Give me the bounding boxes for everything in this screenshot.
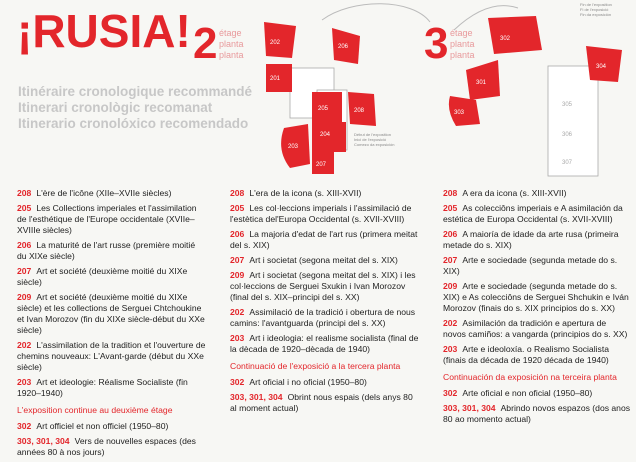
room-label: 205 bbox=[318, 106, 329, 112]
column-fr bbox=[17, 188, 207, 462]
room-number: 209 bbox=[230, 270, 245, 280]
room-label: 307 bbox=[562, 160, 573, 166]
floor-word: planta bbox=[219, 39, 244, 49]
item-text: Art oficial i no oficial (1950–80) bbox=[249, 377, 367, 387]
room-number: 202 bbox=[443, 318, 458, 328]
list-item bbox=[443, 318, 631, 340]
item-text: L'assimilation de la tradition et l'ouverture de chemins nouveaux: L'Avant-garde (début du XXe siècle) bbox=[17, 340, 206, 372]
room-number: 208 bbox=[230, 188, 245, 198]
list-item bbox=[443, 403, 631, 425]
room-label: 301 bbox=[476, 80, 487, 86]
list-item bbox=[230, 377, 420, 388]
item-text: Arte e sociedade (segunda metade do s. XIX) bbox=[443, 255, 618, 276]
list-item bbox=[230, 333, 420, 355]
item-text: Art i societat (segona meitat del s. XIX) bbox=[249, 255, 398, 265]
list-item bbox=[17, 266, 207, 288]
floor-2-number: 2 bbox=[193, 19, 218, 68]
room-number: 209 bbox=[17, 292, 32, 302]
subtitles bbox=[18, 84, 252, 132]
list-item bbox=[17, 436, 207, 458]
item-text: Arte e ideoloxía. o Realismo Socialista (finais da década de 1920 década de 1940) bbox=[443, 344, 609, 365]
room-label: 304 bbox=[596, 64, 607, 70]
room-number: 207 bbox=[230, 255, 245, 265]
room-label: 303 bbox=[454, 110, 465, 116]
legend-line: Fin de l'exposition bbox=[580, 2, 612, 7]
list-item bbox=[230, 188, 420, 199]
item-text: Asimilación da tradición e apertura de novos camiños: a vangarda (principios do s. XX) bbox=[443, 318, 628, 339]
floor-word: planta bbox=[219, 50, 244, 60]
item-text: Art i societat (segona meitat del s. XIX) i les col·leccions de Serguei Sxukin i Ivan Morozov (final del s. XIX–principi del s. XX) bbox=[230, 270, 416, 302]
floor-3-map bbox=[448, 0, 634, 182]
list-item bbox=[17, 188, 207, 199]
item-text: Art officiel et non officiel (1950–80) bbox=[36, 421, 169, 431]
list-item bbox=[443, 388, 631, 399]
item-text: A maioría de idade da arte rusa (primeira metade do s. XIX) bbox=[443, 229, 619, 250]
list-item bbox=[230, 203, 420, 225]
floor-2-map bbox=[262, 0, 432, 182]
room-number: 302 bbox=[443, 388, 458, 398]
room-label: 202 bbox=[270, 40, 281, 46]
item-text: Art et ideologie: Réalisme Socialiste (fin 1920–1940) bbox=[17, 377, 188, 398]
item-text: Art i ideologia: el realisme socialista (final de la dècada de 1920–dècada de 1940) bbox=[230, 333, 419, 354]
room-number: 205 bbox=[443, 203, 458, 213]
room-number: 302 bbox=[230, 377, 245, 387]
list-item bbox=[17, 292, 207, 336]
room-number: 209 bbox=[443, 281, 458, 291]
room-number: 206 bbox=[443, 229, 458, 239]
item-text: Les col·leccions imperials i l'assimilació de l'estètica del'Europa Occidental (s. XVII-XVIII) bbox=[230, 203, 412, 224]
list-item bbox=[443, 255, 631, 277]
room-number: 303, 301, 304 bbox=[443, 403, 496, 413]
item-text: Assimilació de la tradició i obertura de nous camins: l'avantguarda (principi del s. XX) bbox=[230, 307, 416, 328]
item-text: As colecciôns imperiais e A asimilación da estética de Europa Occidental (s. XVII-XVIII) bbox=[443, 203, 623, 224]
room-number: 202 bbox=[17, 340, 32, 350]
list-item bbox=[230, 392, 420, 414]
legend-line: Comezo da exposición bbox=[354, 142, 395, 147]
room-number: 207 bbox=[443, 255, 458, 265]
item-text: Art et société (deuxième moitié du XIXe siècle) bbox=[17, 266, 188, 287]
list-item bbox=[17, 340, 207, 373]
room-label: 306 bbox=[562, 132, 573, 138]
legend-line: Fi de l'exposició bbox=[580, 7, 609, 12]
list-item bbox=[443, 229, 631, 251]
item-text: A era da icona (s. XIII-XVII) bbox=[462, 188, 567, 198]
list-item bbox=[17, 377, 207, 399]
room-number: 208 bbox=[443, 188, 458, 198]
column-gl bbox=[443, 188, 631, 429]
floor-word: étage bbox=[450, 28, 473, 38]
floor-word: planta bbox=[450, 50, 475, 60]
room-label: 201 bbox=[270, 76, 281, 82]
room-label: 204 bbox=[320, 132, 331, 138]
section-heading: Continuación da exposición na terceira planta bbox=[443, 372, 617, 382]
list-item bbox=[17, 421, 207, 432]
room-shape bbox=[488, 16, 542, 54]
room-number: 205 bbox=[17, 203, 32, 213]
floor-3-number: 3 bbox=[424, 19, 449, 68]
list-item bbox=[443, 188, 631, 199]
item-text: Abrindo novos espazos (dos anos 80 ao momento actual) bbox=[443, 403, 631, 424]
item-text: Vers de nouvelles espaces (des années 80 à nos jours) bbox=[17, 436, 196, 457]
subtitle-fr: Itinéraire cronologique recommandé bbox=[18, 84, 253, 99]
legend-line: Inici de l'exposició bbox=[354, 137, 387, 142]
floor-word: planta bbox=[450, 39, 475, 49]
item-text: Art et société (deuxième moitié du XIXe siècle) et les collections de Serguei Chtchoukine et Ivan Morozov (fin du XIXe siècle-début du XXe siècle) bbox=[17, 292, 205, 335]
item-text: L'era de la icona (s. XIII-XVII) bbox=[249, 188, 362, 198]
list-item bbox=[443, 281, 631, 314]
item-text: La maturité de l'art russe (première moitié du XIXe siècle) bbox=[17, 240, 196, 261]
room-label: 207 bbox=[316, 162, 327, 168]
section-heading: Continuació de l'exposició a la tercera planta bbox=[230, 361, 401, 371]
list-item bbox=[230, 229, 420, 251]
subtitle-ca: Itinerari cronològic recomanat bbox=[18, 100, 213, 115]
item-text: Arte e sociedade (segunda metade do s. XIX) e As colecciôns de Serguei Shchukin e Iván Morozov (finais do s. XIX principios do s. XX) bbox=[443, 281, 629, 313]
room-number: 302 bbox=[17, 421, 32, 431]
list-item bbox=[230, 255, 420, 266]
legend-line: Fin da exposición bbox=[580, 12, 612, 17]
subtitle-gl: Itinerario cronolóxico recomendado bbox=[18, 116, 249, 131]
list-item bbox=[443, 344, 631, 366]
floor-word: étage bbox=[219, 28, 242, 38]
item-text: Arte oficial e non oficial (1950–80) bbox=[462, 388, 593, 398]
room-number: 206 bbox=[230, 229, 245, 239]
item-text: La majoria d'edat de l'art rus (primera meitat del s. XIX) bbox=[230, 229, 418, 250]
item-text: Les Collections imperiales et l'assimilation de l'esthétique de l'Europe occidentale (XVIIe–XVIIIe siècles) bbox=[17, 203, 197, 235]
room-number: 303, 301, 304 bbox=[17, 436, 70, 446]
room-number: 207 bbox=[17, 266, 32, 276]
room-number: 208 bbox=[17, 188, 32, 198]
room-number: 206 bbox=[17, 240, 32, 250]
room-number: 303, 301, 304 bbox=[230, 392, 283, 402]
room-number: 202 bbox=[230, 307, 245, 317]
room-number: 203 bbox=[443, 344, 458, 354]
list-item bbox=[17, 203, 207, 236]
floor-2-words bbox=[219, 28, 244, 61]
list-item bbox=[230, 307, 420, 329]
legend-line: Début de l'exposition bbox=[354, 132, 392, 137]
section-heading: L'exposition continue au deuxième étage bbox=[17, 405, 173, 415]
item-text: Obrint nous espais (dels anys 80 al moment actual) bbox=[230, 392, 413, 413]
item-text: L'ère de l'icône (XIIe–XVIIe siècles) bbox=[36, 188, 172, 198]
room-label: 305 bbox=[562, 102, 573, 108]
room-label: 208 bbox=[354, 108, 365, 114]
list-item bbox=[17, 240, 207, 262]
room-number: 203 bbox=[230, 333, 245, 343]
list-item bbox=[443, 203, 631, 225]
list-item bbox=[230, 270, 420, 303]
page-title: ¡RUSIA! bbox=[17, 5, 191, 57]
room-label: 203 bbox=[288, 144, 299, 150]
room-number: 203 bbox=[17, 377, 32, 387]
room-label: 206 bbox=[338, 44, 349, 50]
column-ca bbox=[230, 188, 420, 418]
room-label: 302 bbox=[500, 36, 511, 42]
room-number: 205 bbox=[230, 203, 245, 213]
